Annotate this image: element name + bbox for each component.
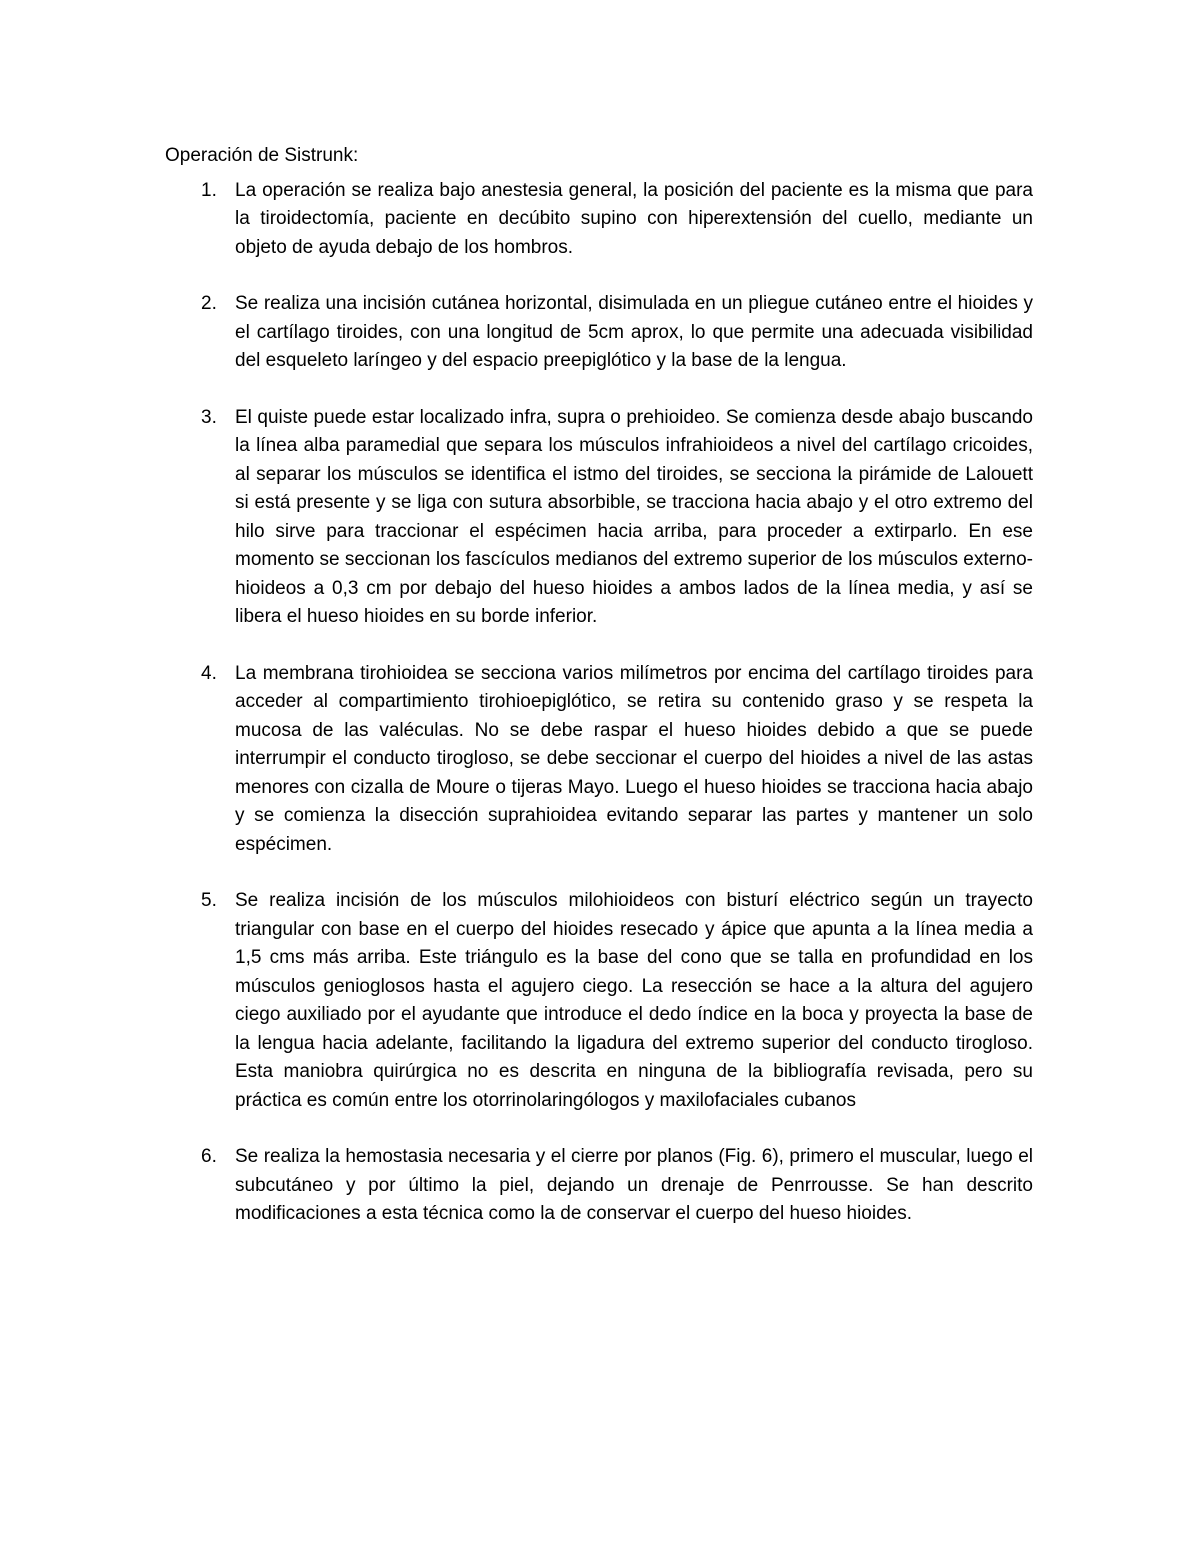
step-text: La operación se realiza bajo anestesia general, la posición del paciente es la misma que para la tiroidectomía, paciente en decúbito supino con hiperextensión del cuello, mediante un objeto de ayuda debajo de los hombros. bbox=[235, 179, 1033, 258]
list-item-step-1 bbox=[165, 177, 1033, 263]
steps-list bbox=[165, 177, 1033, 1229]
step-number: 1. bbox=[201, 179, 217, 201]
document-title: Operación de Sistrunk: bbox=[165, 145, 359, 166]
step-number: 3. bbox=[201, 406, 217, 428]
step-text: Se realiza la hemostasia necesaria y el cierre por planos (Fig. 6), primero el muscular, luego el subcutáneo y por último la piel, dejando un drenaje de Penrrousse. Se han descrito modificaciones a esta técnica como la de conservar el cuerpo del hueso hioides. bbox=[235, 1146, 1033, 1224]
step-number: 6. bbox=[201, 1146, 217, 1167]
step-text: Se realiza incisión de los músculos milohioideos con bisturí eléctrico según un trayecto triangular con base en el cuerpo del hioides resecado y ápice que apunta a la línea media a 1,5 cms más arriba. Este triángulo es la base del cono que se talla en profundidad en los músculos genioglosos hasta el agujero ciego. La resección se hace a la altura del agujero ciego auxiliado por el ayudante que introduce el dedo índice en la boca y proyecta la base de la lengua hacia adelante, facilitando la ligadura del extremo superior del conducto tirogloso. Esta maniobra quirúrgica no es descrita en ninguna de la bibliografía revisada, pero su práctica es común entre los otorrinolaringólogos y maxilofaciales cubanos bbox=[235, 890, 1033, 1111]
list-item-step-6 bbox=[165, 1143, 1033, 1229]
document-body bbox=[165, 142, 1033, 1257]
step-number: 5. bbox=[201, 890, 217, 911]
step-number: 4. bbox=[201, 662, 217, 684]
list-item-step-2 bbox=[165, 290, 1033, 376]
list-item-step-4 bbox=[165, 660, 1033, 860]
step-text: El quiste puede estar localizado infra, supra o prehioideo. Se comienza desde abajo buscando la línea alba paramedial que separa los músculos infrahioideos a nivel del cartílago cricoides, al separar los músculos se identifica el istmo del tiroides, se secciona la pirámide de Lalouett si está presente y se liga con sutura absorbible, se tracciona hacia abajo y el otro extremo del hilo sirve para traccionar el espécimen hacia arriba, para proceder a extirparlo. En ese momento se seccionan los fascículos medianos del extremo superior de los músculos externo-hioideos a 0,3 cm por debajo del hueso hioides a ambos lados de la línea media, y así se libera el hueso hioides en su borde inferior. bbox=[235, 406, 1033, 627]
step-text: La membrana tirohioidea se secciona varios milímetros por encima del cartílago tiroides para acceder al compartimiento tirohioepiglótico, se retira su contenido graso y se respeta la mucosa de las valéculas. No se debe raspar el hueso hioides debido a que se puede interrumpir el conducto tirogloso, se debe seccionar el cuerpo del hioides a nivel de las astas menores con cizalla de Moure o tijeras Mayo. Luego el hueso hioides se tracciona hacia abajo y se comienza la disección suprahioidea evitando separar las partes y mantener un solo espécimen. bbox=[235, 662, 1033, 855]
list-item-step-3 bbox=[165, 404, 1033, 632]
step-text: Se realiza una incisión cutánea horizontal, disimulada en un pliegue cutáneo entre el hioides y el cartílago tiroides, con una longitud de 5cm aprox, lo que permite una adecuada visibilidad del esqueleto laríngeo y del espacio preepiglótico y la base de la lengua. bbox=[235, 293, 1033, 371]
step-number: 2. bbox=[201, 293, 217, 314]
list-item-step-5 bbox=[165, 887, 1033, 1115]
